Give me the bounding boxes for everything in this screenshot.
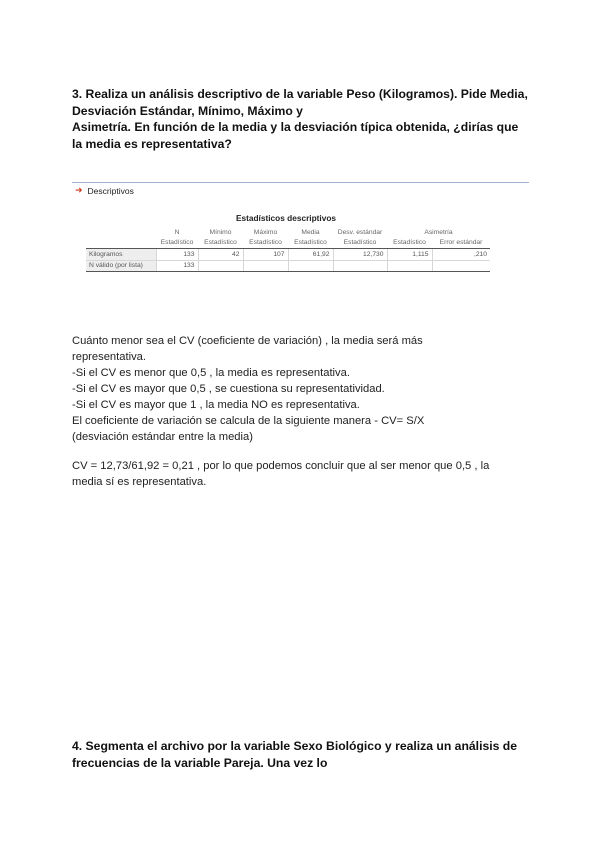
table-cell: 42 — [198, 249, 243, 261]
question-3-line: Desviación Estándar, Mínimo, Máximo y — [72, 103, 303, 118]
column-subheader: Estadístico — [156, 238, 198, 249]
question-3-line: la media es representativa? — [72, 136, 232, 151]
column-subheader: Estadístico — [387, 238, 432, 249]
column-header: Máximo — [253, 228, 278, 236]
table-cell: 133 — [156, 260, 198, 272]
answer-line: -Si el CV es menor que 0,5 , la media es representativa. — [72, 367, 350, 379]
output-section-label: Descriptivos — [87, 185, 134, 196]
table-cell: 61,92 — [288, 249, 333, 261]
column-subheader: Estadístico — [288, 238, 333, 249]
question-3-heading — [72, 86, 542, 152]
column-subheader: Estadístico — [243, 238, 288, 249]
table-row — [86, 260, 490, 272]
question-4-line: frecuencias de la variable Pareja. Una vez lo — [72, 755, 328, 770]
answer-line: -Si el CV es mayor que 1 , la media NO es representativa. — [72, 399, 360, 411]
answer-conclusion — [72, 458, 542, 490]
column-header: Desv. estándar — [337, 228, 383, 236]
table-corner — [86, 238, 156, 249]
table-cell-empty — [333, 260, 387, 272]
table-cell: 12,730 — [333, 249, 387, 261]
table-cell-empty — [432, 260, 490, 272]
answer-line: El coeficiente de variación se calcula de la siguiente manera - CV= S/X — [72, 415, 425, 427]
table-cell: 133 — [156, 249, 198, 261]
answer-line: media sí es representativa. — [72, 476, 207, 488]
column-header: Media — [301, 228, 320, 236]
question-3-line: 3. Realiza un análisis descriptivo de la variable Peso (Kilogramos). Pide Media, — [72, 87, 528, 101]
answer-line: Cuánto menor sea el CV (coeficiente de variación) , la media será más — [72, 335, 423, 347]
answer-explanation — [72, 333, 542, 445]
descriptive-stats-table — [86, 227, 490, 272]
table-corner — [86, 227, 156, 238]
table-subheader-row — [86, 238, 490, 249]
table-cell-empty — [243, 260, 288, 272]
answer-line: -Si el CV es mayor que 0,5 , se cuestiona su representatividad. — [72, 383, 385, 395]
table-cell: ,210 — [432, 249, 490, 261]
table-cell-empty — [387, 260, 432, 272]
question-3-line: Asimetría. En función de la media y la desviación típica obtenida, ¿dirías que — [72, 120, 519, 134]
column-header: N — [174, 228, 180, 236]
output-divider — [72, 182, 529, 183]
answer-line: representativa. — [72, 351, 147, 363]
question-4-heading — [72, 738, 542, 771]
table-row — [86, 249, 490, 261]
output-section-title — [75, 185, 134, 196]
stats-table-title: Estadísticos descriptivos — [235, 213, 337, 223]
column-subheader: Estadístico — [333, 238, 387, 249]
question-4-line: 4. Segmenta el archivo por la variable Sexo Biológico y realiza un análisis de — [72, 739, 518, 753]
column-header: Asimetría — [424, 228, 453, 236]
table-cell-empty — [288, 260, 333, 272]
table-cell: 1,115 — [387, 249, 432, 261]
column-subheader: Estadístico — [198, 238, 243, 249]
answer-line: (desviación estándar entre la media) — [72, 431, 253, 443]
table-header-row — [86, 227, 490, 238]
row-label: N válido (por lista) — [86, 260, 156, 272]
row-label: Kilogramos — [86, 249, 156, 261]
red-arrow-icon: ➜ — [75, 185, 83, 195]
table-cell-empty — [198, 260, 243, 272]
answer-line: CV = 12,73/61,92 = 0,21 , por lo que podemos concluir que al ser menor que 0,5 , la — [72, 460, 490, 472]
column-header: Mínimo — [209, 228, 232, 236]
column-subheader: Error estándar — [432, 238, 490, 249]
table-cell: 107 — [243, 249, 288, 261]
